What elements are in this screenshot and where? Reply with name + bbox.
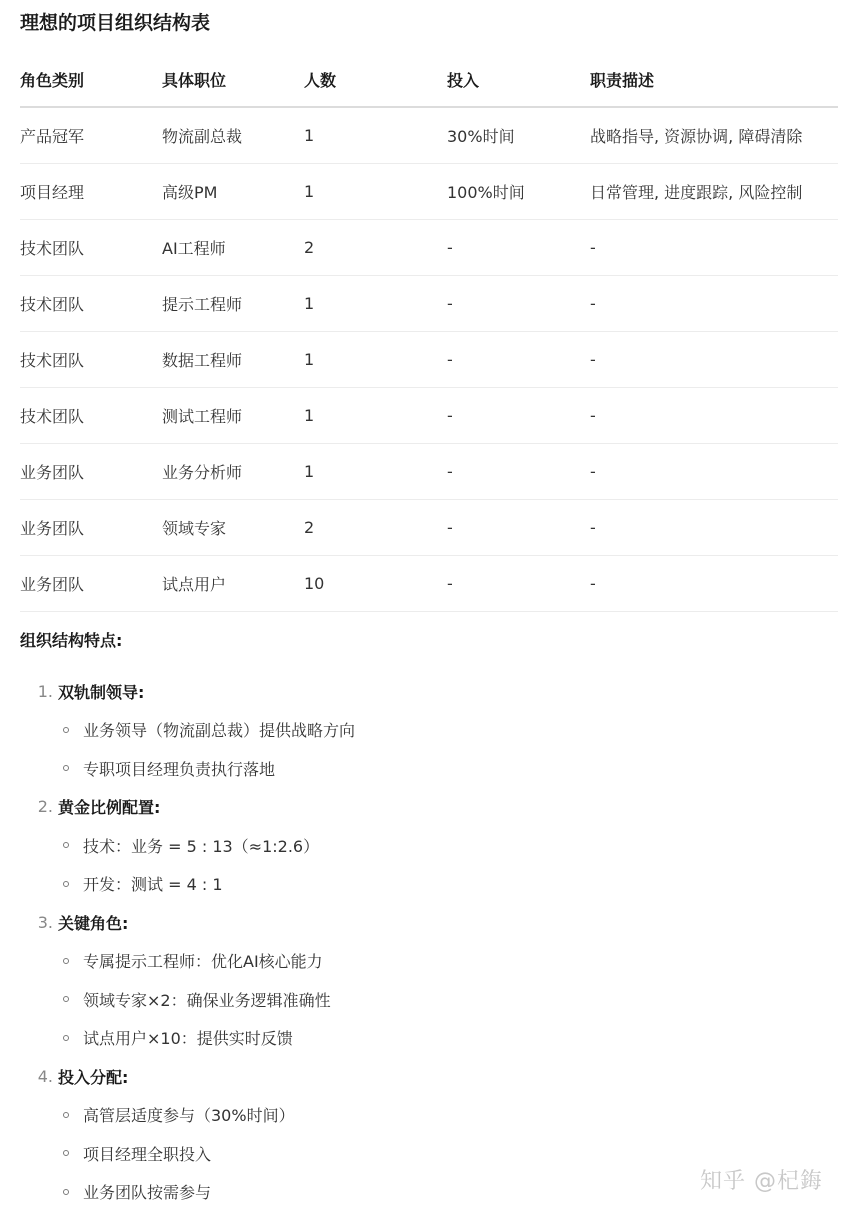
table-cell: 1 — [304, 164, 447, 220]
feature-sub-text: 项目经理全职投入 — [83, 1144, 212, 1164]
feature-sub-text: 专职项目经理负责执行落地 — [83, 759, 276, 779]
feature-title: 双轨制领导: — [58, 682, 145, 702]
table-cell: 领域专家 — [162, 500, 304, 556]
column-header: 人数 — [304, 52, 447, 107]
org-structure-table — [20, 52, 838, 612]
table-cell: 1 — [304, 107, 447, 164]
table-cell: 技术团队 — [20, 388, 162, 444]
table-cell: 战略指导, 资源协调, 障碍清除 — [590, 107, 838, 164]
hollow-bullet-icon — [63, 1189, 69, 1195]
table-row — [20, 220, 838, 276]
table-cell: 技术团队 — [20, 220, 162, 276]
hollow-bullet-icon — [63, 765, 69, 771]
table-cell: - — [447, 332, 590, 388]
feature-title: 投入分配: — [58, 1067, 129, 1087]
table-cell: 1 — [304, 444, 447, 500]
feature-heading-row — [0, 1057, 858, 1096]
table-cell: 100%时间 — [447, 164, 590, 220]
table-cell: - — [447, 556, 590, 612]
hollow-bullet-icon — [63, 842, 69, 848]
feature-sub-text: 业务团队按需参与 — [83, 1183, 212, 1203]
table-row — [20, 276, 838, 332]
hollow-bullet-icon — [63, 958, 69, 964]
table-header-row — [20, 52, 838, 107]
table-cell: - — [447, 276, 590, 332]
watermark: 知乎 @杞鋂 — [700, 1169, 823, 1194]
feature-title: 黄金比例配置: — [58, 798, 161, 818]
table-cell: 业务分析师 — [162, 444, 304, 500]
feature-sub-item — [0, 942, 858, 981]
table-cell: - — [447, 388, 590, 444]
column-header: 角色类别 — [20, 52, 162, 107]
column-header: 投入 — [447, 52, 590, 107]
feature-number: 4. — [37, 1066, 53, 1086]
table-cell: 产品冠军 — [20, 107, 162, 164]
table-row — [20, 388, 838, 444]
table-cell: 提示工程师 — [162, 276, 304, 332]
table-cell: 10 — [304, 556, 447, 612]
feature-item — [0, 672, 858, 788]
table-cell: 项目经理 — [20, 164, 162, 220]
table-cell: 业务团队 — [20, 444, 162, 500]
feature-number: 2. — [37, 797, 53, 817]
hollow-bullet-icon — [63, 1112, 69, 1118]
table-cell: 2 — [304, 500, 447, 556]
feature-title: 关键角色: — [58, 913, 129, 933]
table-cell: - — [447, 220, 590, 276]
table-cell: 业务团队 — [20, 500, 162, 556]
table-cell: - — [590, 444, 838, 500]
feature-sub-item — [0, 865, 858, 904]
table-cell: - — [590, 500, 838, 556]
hollow-bullet-icon — [63, 1035, 69, 1041]
page-title: 理想的项目组织结构表 — [20, 12, 211, 34]
table-cell: - — [447, 444, 590, 500]
hollow-bullet-icon — [63, 1150, 69, 1156]
table-row — [20, 556, 838, 612]
feature-sub-text: 开发：测试 = 4 : 1 — [83, 875, 223, 895]
table-cell: 1 — [304, 332, 447, 388]
table-cell: 技术团队 — [20, 332, 162, 388]
table-cell: 数据工程师 — [162, 332, 304, 388]
table-row — [20, 164, 838, 220]
feature-sub-text: 业务领导（物流副总裁）提供战略方向 — [83, 721, 356, 741]
feature-number: 3. — [37, 912, 53, 932]
column-header: 具体职位 — [162, 52, 304, 107]
feature-item — [0, 903, 858, 1057]
table-cell: 业务团队 — [20, 556, 162, 612]
feature-sub-text: 试点用户×10：提供实时反馈 — [83, 1029, 293, 1049]
table-cell: 2 — [304, 220, 447, 276]
feature-sub-text: 高管层适度参与（30%时间） — [83, 1106, 295, 1126]
feature-sub-item — [0, 1019, 858, 1058]
feature-heading-row — [0, 788, 858, 827]
feature-sub-item — [0, 711, 858, 750]
feature-sub-text: 领域专家×2：确保业务逻辑准确性 — [83, 990, 331, 1010]
table-cell: 物流副总裁 — [162, 107, 304, 164]
feature-heading-row — [0, 903, 858, 942]
table-cell: AI工程师 — [162, 220, 304, 276]
feature-sub-item — [0, 980, 858, 1019]
table-cell: 1 — [304, 388, 447, 444]
table-cell: - — [590, 332, 838, 388]
table-cell: - — [590, 276, 838, 332]
table-row — [20, 332, 838, 388]
feature-number: 1. — [37, 681, 53, 701]
table-cell: - — [590, 556, 838, 612]
table-cell: 1 — [304, 276, 447, 332]
hollow-bullet-icon — [63, 727, 69, 733]
feature-sub-item — [0, 826, 858, 865]
table-cell: 测试工程师 — [162, 388, 304, 444]
feature-heading-row — [0, 672, 858, 711]
table-cell: 试点用户 — [162, 556, 304, 612]
features-list — [0, 672, 858, 1211]
table-cell: 高级PM — [162, 164, 304, 220]
table-row — [20, 500, 838, 556]
column-header: 职责描述 — [590, 52, 838, 107]
feature-sub-item — [0, 1096, 858, 1135]
hollow-bullet-icon — [63, 881, 69, 887]
features-heading: 组织结构特点: — [20, 631, 123, 650]
feature-sub-item — [0, 749, 858, 788]
table-cell: 技术团队 — [20, 276, 162, 332]
table-cell: - — [590, 388, 838, 444]
table-cell: 日常管理, 进度跟踪, 风险控制 — [590, 164, 838, 220]
feature-sub-text: 技术：业务 = 5 : 13（≈1:2.6） — [83, 836, 320, 856]
feature-sub-text: 专属提示工程师：优化AI核心能力 — [83, 952, 323, 972]
table-row — [20, 444, 838, 500]
hollow-bullet-icon — [63, 996, 69, 1002]
table-cell: - — [447, 500, 590, 556]
table-cell: 30%时间 — [447, 107, 590, 164]
table-cell: - — [590, 220, 838, 276]
feature-item — [0, 788, 858, 904]
table-row — [20, 107, 838, 164]
